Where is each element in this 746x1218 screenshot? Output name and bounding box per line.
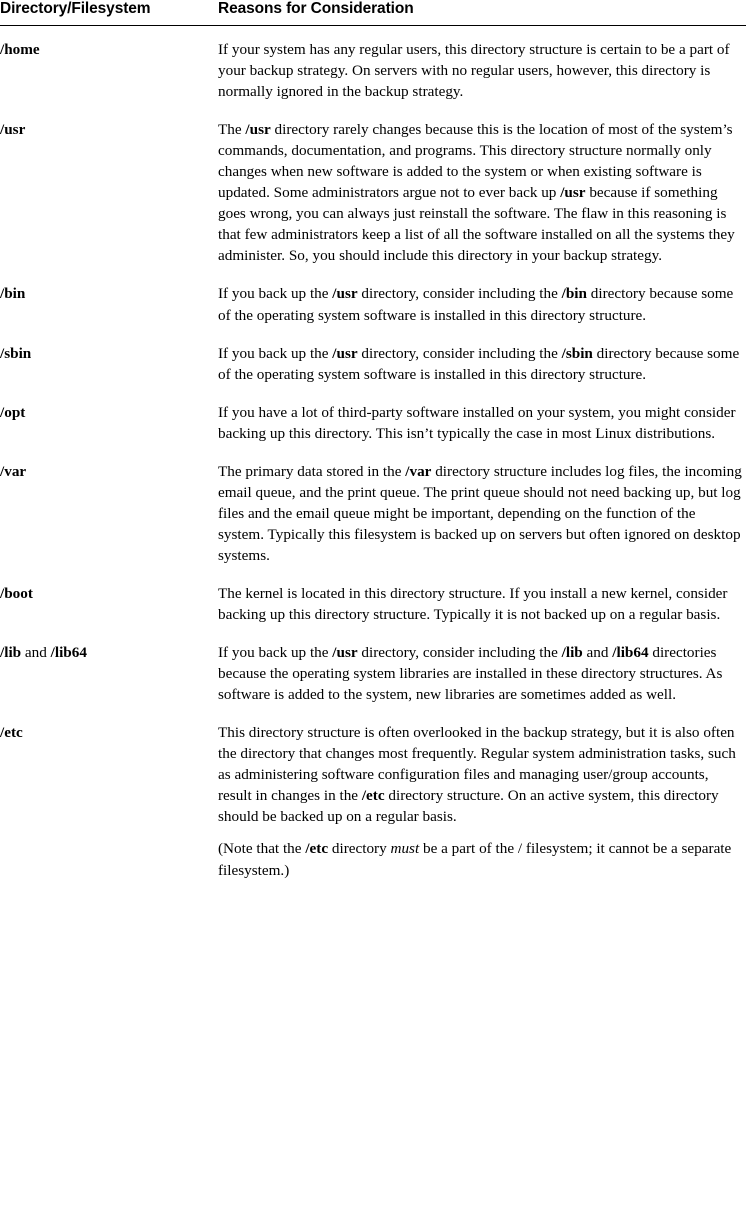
directory-cell: /lib and /lib64 (0, 644, 87, 662)
table-row (0, 332, 746, 391)
column-header-directory: Directory/Filesystem (0, 0, 218, 26)
reason-cell: The kernel is located in this directory structure. If you install a new kernel, consider backing up this directory structure. Typically it is not backed up on a regular basis. (218, 584, 728, 624)
reason-cell: The /usr directory rarely changes because this is the location of most of the system’s commands, documentation, and programs. This directory structure normally only changes when new software is added to the system or when existing software is updated. Some administrators argue not to ever back up /usr because if something goes wrong, you can always just reinstall the software. The flaw in this reasoning is that few administrators keep a list of all the software installed on all the systems they administer. So, you should include this directory in your backup strategy. (218, 121, 735, 265)
table-row (0, 631, 746, 711)
directory-cell: /etc (0, 724, 23, 742)
table-row (0, 26, 746, 109)
directory-cell: /sbin (0, 344, 32, 362)
reason-cell: The primary data stored in the /var directory structure includes log files, the incoming email queue, and the print queue. The print queue should not need backing up, but log files and the email queue might be important, depending on the function of the system. Typically this filesystem is backed up on servers but often ignored on desktop systems. (218, 462, 742, 564)
reason-cell: If you back up the /usr directory, consider including the /bin directory because some of the operating system software is installed in this directory structure. (218, 285, 734, 324)
table-header (0, 0, 746, 26)
table-row (0, 272, 746, 331)
reason-cell: If you back up the /usr directory, consider including the /sbin directory because some of the operating system software is installed in this directory structure. (218, 344, 740, 383)
table-body (0, 26, 746, 887)
column-header-reasons: Reasons for Consideration (218, 0, 746, 26)
table-header-row (0, 0, 746, 26)
directory-cell: /usr (0, 121, 26, 139)
directory-cell: /boot (0, 584, 33, 602)
table-row (0, 391, 746, 450)
reason-cell: If you back up the /usr directory, consider including the /lib and /lib64 directories because the operating system libraries are installed in these directory structures. As software is added to the system, new libraries are sometimes added as well. (218, 644, 723, 704)
directory-cell: /opt (0, 403, 26, 421)
table-row (0, 711, 746, 886)
table-row (0, 108, 746, 272)
directory-cell: /home (0, 41, 40, 58)
reason-cell: If you have a lot of third-party software installed on your system, you might consider backing up this directory. This isn’t typically the case in most Linux distributions. (218, 403, 736, 442)
reason-cell: This directory structure is often overlooked in the backup strategy, but it is also often the directory that changes most frequently. Regular system administration tasks, such as administering software configuration files and managing user/group accounts, result in changes in the /etc directory structure. On an active system, this directory should be backed up on a regular basis. (Note that the /etc directory must be a part of the / filesystem; it cannot be a separate filesystem.) (218, 724, 736, 879)
table-row (0, 572, 746, 631)
directory-cell: /bin (0, 285, 26, 303)
table-row (0, 450, 746, 572)
reason-cell: If your system has any regular users, this directory structure is certain to be a part of your backup strategy. On servers with no regular users, however, this directory is normally ignored in the backup strategy. (218, 41, 730, 101)
directory-cell: /var (0, 462, 27, 480)
